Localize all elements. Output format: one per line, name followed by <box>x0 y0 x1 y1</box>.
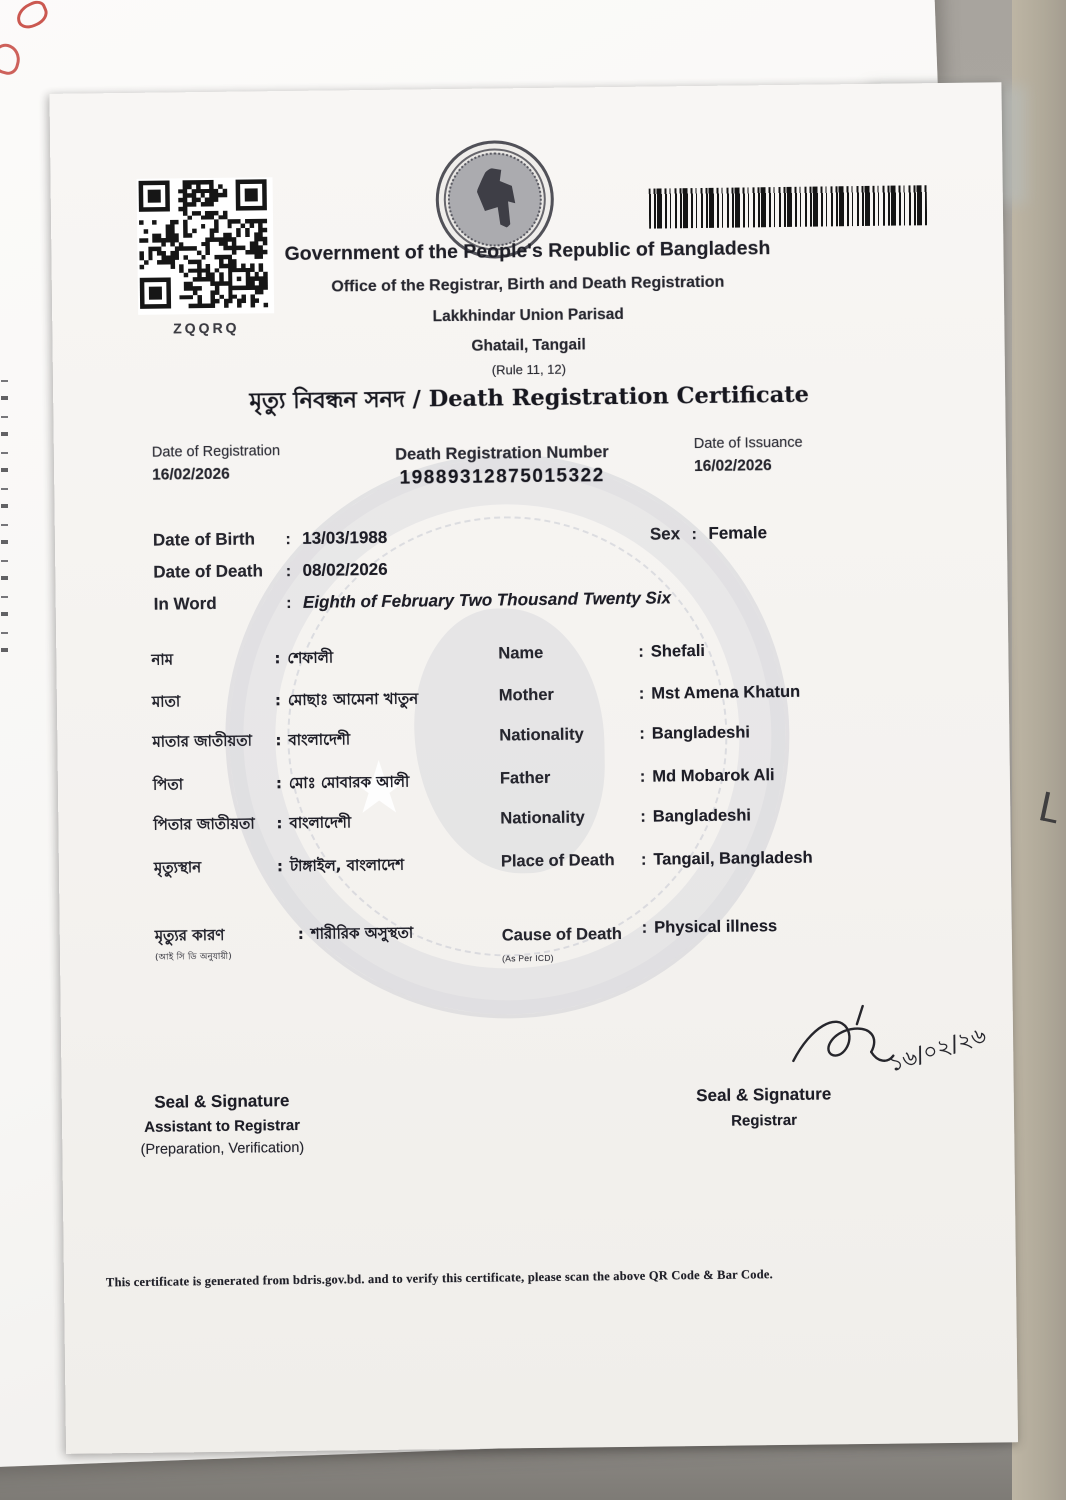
field-label-bn: মৃত্যুর কারণ <box>154 925 225 945</box>
field-row-father <box>58 763 1010 805</box>
field-value-bn <box>298 922 414 948</box>
mother-nationality-bn: বাংলাদেশী <box>288 730 351 750</box>
colon: : <box>286 594 292 613</box>
registrar-signature-block <box>640 1084 889 1132</box>
field-value-en <box>641 849 813 870</box>
certificate-title-bn: মৃত্যু নিবন্ধন সনদ <box>249 386 405 415</box>
barcode <box>649 185 927 228</box>
date-of-birth-row <box>153 528 388 551</box>
colon: : <box>640 850 647 869</box>
field-value-bn <box>276 771 410 798</box>
field-value-bn <box>275 728 350 754</box>
field-value-en <box>640 806 751 826</box>
field-value-en <box>639 683 801 704</box>
field-value-bn <box>275 687 419 714</box>
field-row-cause-of-death <box>60 914 1013 974</box>
in-word-label: In Word <box>153 593 217 614</box>
colon: : <box>297 924 304 943</box>
header-upazila-line: Ghatail, Tangail <box>471 336 586 355</box>
field-label-en: Name <box>498 643 544 663</box>
colon: : <box>275 774 283 793</box>
date-of-registration-value: 16/02/2026 <box>152 465 230 484</box>
date-of-issuance-value: 16/02/2026 <box>693 457 772 476</box>
field-label-en: Nationality <box>500 808 585 828</box>
field-label-bn: নাম <box>151 650 174 669</box>
certificate-title-en: Death Registration Certificate <box>428 381 810 413</box>
father-en: Md Mobarok Ali <box>652 766 775 786</box>
colon: : <box>638 684 645 703</box>
field-sublabel-en: (As Per ICD) <box>502 952 554 964</box>
death-registration-number-value: 19889312875015322 <box>399 465 605 489</box>
header-office-line: Office of the Registrar, Birth and Death Registration <box>331 273 725 296</box>
colon: : <box>274 649 281 668</box>
field-row-name <box>56 638 1008 680</box>
place-of-death-en: Tangail, Bangladesh <box>653 848 813 869</box>
preparation-verification-label: (Preparation, Verification) <box>140 1139 305 1158</box>
in-word-value: Eighth of February Two Thousand Twenty Six <box>302 588 672 612</box>
death-registration-number-label: Death Registration Number <box>394 443 609 464</box>
adjacent-page-text-marks <box>1 368 8 668</box>
colon: : <box>276 814 283 833</box>
colon: : <box>274 691 282 710</box>
date-of-birth-value: 13/03/1988 <box>302 527 388 548</box>
field-row-mother-nationality <box>57 720 1009 762</box>
colon: : <box>640 807 646 826</box>
date-of-birth-label: Date of Birth <box>152 529 256 550</box>
header-government-line: Government of the People's Republic of Bangladesh <box>284 237 771 266</box>
mother-bn: মোছাঃ আমেনা খাতুন <box>287 689 419 710</box>
cause-of-death-bn: শারীরিক অসুস্থতা <box>310 923 414 943</box>
place-of-death-bn: টাঙ্গাইল, বাংলাদেশ <box>289 855 405 876</box>
father-nationality-bn: বাংলাদেশী <box>289 813 352 833</box>
mother-en: Mst Amena Khatun <box>651 682 801 703</box>
name-bn: শেফালী <box>287 648 334 668</box>
date-of-death-value: 08/02/2026 <box>302 559 388 580</box>
header-union-line: Lakkhindar Union Parisad <box>432 305 624 326</box>
registrar-signature-scribble <box>787 1000 1008 1095</box>
colon: : <box>641 918 648 937</box>
father-nationality-en: Bangladeshi <box>652 806 752 826</box>
date-of-death-row <box>153 560 388 583</box>
handwritten-date: ১৬/০২/২৬ <box>885 1023 990 1078</box>
seal-signature-label: Seal & Signature <box>154 1091 290 1112</box>
field-value-en <box>640 766 775 787</box>
father-bn: মোঃ মোবারক আলী <box>288 772 410 793</box>
qr-verification-code: ZQQRQ <box>173 319 240 337</box>
field-label-bn: পিতার জাতীয়তা <box>153 814 255 834</box>
field-label-en: Cause of Death <box>501 924 623 945</box>
colon: : <box>276 857 284 876</box>
seal-signature-label: Seal & Signature <box>696 1084 832 1106</box>
field-row-place-of-death <box>59 846 1011 888</box>
mother-nationality-en: Bangladeshi <box>651 723 751 743</box>
assistant-registrar-label: Assistant to Registrar <box>144 1116 301 1136</box>
field-row-father-nationality <box>58 803 1010 845</box>
field-label-bn: মাতা <box>151 692 181 711</box>
field-value-en <box>638 642 705 662</box>
field-value-bn <box>276 811 351 837</box>
field-label-en: Father <box>499 768 551 788</box>
colon: : <box>275 731 282 750</box>
field-label-en: Place of Death <box>500 851 615 871</box>
field-value-en <box>642 917 778 938</box>
colon: : <box>639 724 645 743</box>
sex-value: Female <box>708 523 768 543</box>
field-row-mother <box>57 680 1009 722</box>
assistant-registrar-signature-block <box>88 1090 357 1159</box>
scan-backdrop-strip <box>1012 0 1066 1500</box>
field-label-en: Mother <box>498 685 554 705</box>
certificate-title <box>53 374 1005 424</box>
registrar-label: Registrar <box>731 1111 798 1130</box>
header-rule-line: (Rule 11, 12) <box>491 361 567 378</box>
field-value-en <box>639 723 750 743</box>
death-certificate-page <box>49 82 1018 1454</box>
date-of-registration-label: Date of Registration <box>151 443 281 461</box>
field-label-bn: পিতা <box>152 775 184 794</box>
sex-label: Sex <box>649 524 681 544</box>
colon: : <box>638 642 644 661</box>
field-label-bn: মৃত্যুস্থান <box>153 858 202 877</box>
field-value-bn <box>277 854 404 881</box>
colon: : <box>285 531 291 549</box>
field-value-bn <box>274 646 333 672</box>
cause-of-death-en: Physical illness <box>654 917 778 937</box>
certificate-title-divider: / <box>412 386 422 413</box>
colon: : <box>285 563 292 581</box>
colon: : <box>639 767 646 786</box>
date-of-death-label: Date of Death <box>153 561 264 582</box>
field-sublabel-bn: (আই সি ডি অনুযায়ী) <box>154 951 233 963</box>
colon: : <box>691 526 698 544</box>
date-of-issuance-label: Date of Issuance <box>693 434 803 453</box>
sex-row <box>650 523 767 544</box>
verification-footer-note: This certificate is generated from bdris.gov.bd. and to verify this certificate, please scan the above QR Code & Bar Code. <box>105 1267 773 1290</box>
field-label-en: Nationality <box>499 725 584 745</box>
field-label-bn: মাতার জাতীয়তা <box>152 731 253 751</box>
name-en: Shefali <box>650 641 706 661</box>
